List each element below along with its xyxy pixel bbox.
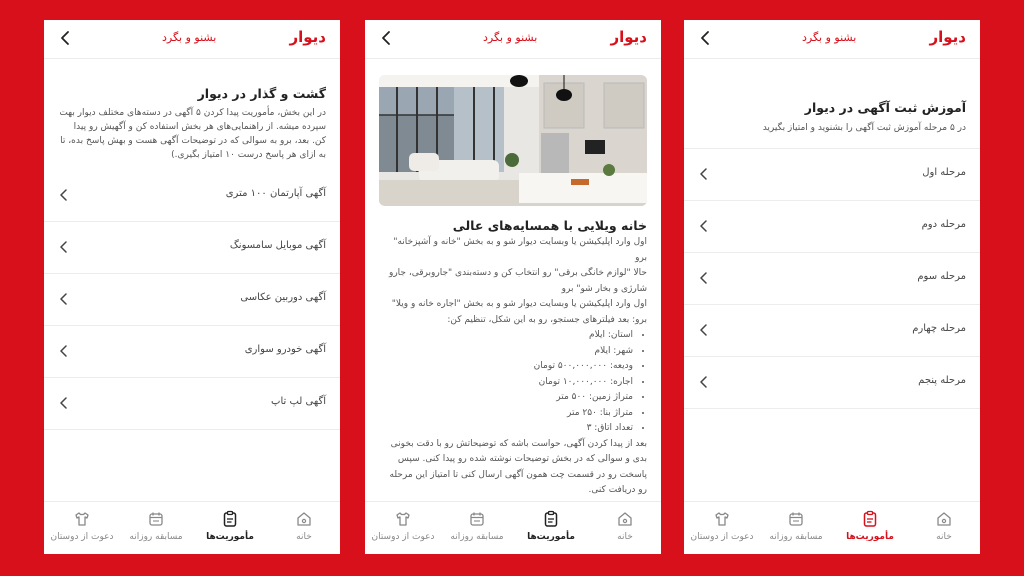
tab-daily-contest[interactable] [120, 510, 192, 542]
back-arrow-icon[interactable] [379, 30, 395, 46]
list-item[interactable] [684, 305, 980, 357]
filter-item: • ودیعه: ۵۰۰,۰۰۰,۰۰۰ تومان [379, 359, 633, 375]
tab-label: دعوت از دوستان [50, 532, 114, 542]
list-item-label: آگهی آپارتمان ۱۰۰ متری [225, 188, 326, 199]
list-item[interactable] [684, 357, 980, 409]
tab-label: مأموریت‌ها [206, 532, 254, 542]
chevron-left-icon [698, 376, 710, 388]
tab-daily-contest[interactable] [441, 510, 513, 542]
tab-label: مسابقه روزانه [450, 532, 504, 542]
header-tagline: بشنو و بگرد [483, 31, 538, 44]
calendar-icon [787, 510, 805, 528]
chevron-left-icon [58, 241, 70, 253]
tab-invite-friends[interactable] [46, 510, 118, 542]
header-tagline: بشنو و بگرد [162, 31, 217, 44]
tab-missions[interactable] [515, 510, 587, 542]
chevron-left-icon [58, 293, 70, 305]
filter-item: • متراژ زمین: ۵۰۰ متر [379, 390, 633, 406]
chevron-left-icon [698, 220, 710, 232]
list-item[interactable] [44, 274, 340, 326]
filter-item: • متراژ بنا: ۲۵۰ متر [379, 406, 633, 422]
calendar-icon [147, 510, 165, 528]
tab-invite-friends[interactable] [367, 510, 439, 542]
chevron-left-icon [698, 324, 710, 336]
instruction-paragraph: اول وارد اپلیکیشن یا وبسایت دیوار شو و به بخش "خانه و آشپزخانه" برو [393, 237, 647, 263]
page-title: گشت و گذار در دیوار [197, 86, 326, 101]
divar-logo: دیوار [929, 28, 966, 46]
step-list [684, 148, 980, 409]
divar-logo: دیوار [610, 28, 647, 46]
screen-villa-mission [365, 20, 661, 554]
shirt-icon [713, 510, 731, 528]
list-item[interactable] [44, 326, 340, 378]
page-description: در این بخش، مأموریت پیدا کردن ۵ آگهی در دسته‌های مختلف دیوار بهت سپرده میشه. از راهنمایی‌های هر بخش استفاده کن و آگهیش رو پیدا کن. بعد، برو به سوالی که در توضیحات آگهی هست و بهش پاسخ بده، تا به ازای هر پاسخ درست ۱۰ امتیاز بگیری.) [59, 108, 326, 160]
chevron-left-icon [58, 345, 70, 357]
app-header [365, 20, 661, 59]
mission-list [44, 170, 340, 430]
clipboard-icon [861, 510, 879, 528]
tab-label: خانه [936, 532, 952, 542]
home-icon [935, 510, 953, 528]
back-arrow-icon[interactable] [58, 30, 74, 46]
list-item-label: مرحله دوم [921, 219, 966, 230]
instruction-paragraph: حالا "لوازم خانگی برقی" رو انتخاب کن و دسته‌بندی "جاروبرقی، جارو شارژی و بخار شو" برو [388, 268, 647, 294]
list-item-label: مرحله سوم [917, 271, 966, 282]
tab-home[interactable] [908, 510, 980, 542]
header-tagline: بشنو و بگرد [802, 31, 857, 44]
filter-item: • استان: ایلام [379, 328, 633, 344]
page-title: خانه ویلایی با همسایه‌های عالی [452, 218, 647, 233]
mission-instructions [379, 235, 647, 499]
instruction-paragraph: اول وارد اپلیکیشن یا وبسایت دیوار شو و به بخش "اجاره خانه و ویلا" برو: بعد فیلترهای جستجو، رو به این شکل، تنظیم کن: [391, 299, 647, 325]
list-item-label: آگهی خودرو سواری [244, 344, 326, 355]
page-description: در ۵ مرحله آموزش ثبت آگهی را بشنوید و امتیاز بگیرید [762, 123, 966, 133]
filter-item: • تعداد اتاق: ۳ [379, 421, 633, 437]
list-item-label: آگهی موبایل سامسونگ [229, 240, 326, 251]
list-item-label: مرحله اول [922, 167, 966, 178]
tab-invite-friends[interactable] [686, 510, 758, 542]
tab-missions[interactable] [194, 510, 266, 542]
list-item[interactable] [44, 378, 340, 430]
chevron-left-icon [58, 189, 70, 201]
chevron-left-icon [698, 168, 710, 180]
divar-logo: دیوار [289, 28, 326, 46]
tab-missions[interactable] [834, 510, 906, 542]
clipboard-icon [221, 510, 239, 528]
list-item[interactable] [684, 201, 980, 253]
chevron-left-icon [698, 272, 710, 284]
list-item[interactable] [44, 170, 340, 222]
filter-item: • شهر: ایلام [379, 344, 633, 360]
app-header [684, 20, 980, 59]
list-item-label: مرحله پنجم [918, 375, 966, 386]
filter-list [379, 328, 647, 437]
screen-ad-tutorial [684, 20, 980, 554]
tab-label: دعوت از دوستان [371, 532, 435, 542]
filter-item: • اجاره: ۱۰,۰۰۰,۰۰۰ تومان [379, 375, 633, 391]
calendar-icon [468, 510, 486, 528]
home-icon [616, 510, 634, 528]
app-header [44, 20, 340, 59]
tab-label: مأموریت‌ها [527, 532, 575, 542]
page-title: آموزش ثبت آگهی در دیوار [804, 100, 966, 115]
back-arrow-icon[interactable] [698, 30, 714, 46]
kitchen-photo [379, 75, 647, 206]
tab-label: دعوت از دوستان [690, 532, 754, 542]
list-item[interactable] [44, 222, 340, 274]
instruction-paragraph: بعد از پیدا کردن آگهی، حواست باشه که توضیحاتش رو با دقت بخونی بدی و سوالی که در بخش توضیحات نوشته شده رو پیدا کنی. سپس پاسخت رو در قسمت چت همون آگهی ارسال کنی تا امتیاز این مرحله رو دریافت کنی. [389, 438, 647, 495]
clipboard-icon [542, 510, 560, 528]
tab-home[interactable] [589, 510, 661, 542]
shirt-icon [394, 510, 412, 528]
tab-label: خانه [296, 532, 312, 542]
list-item[interactable] [684, 149, 980, 201]
bottom-tab-bar [684, 501, 980, 554]
list-item-label: آگهی دوربین عکاسی [240, 292, 326, 303]
list-item-label: آگهی لپ تاپ [271, 396, 326, 407]
chevron-left-icon [58, 397, 70, 409]
tab-label: مسابقه روزانه [129, 532, 183, 542]
shirt-icon [73, 510, 91, 528]
kitchen-image [379, 75, 647, 206]
bottom-tab-bar [365, 501, 661, 554]
tab-home[interactable] [268, 510, 340, 542]
tab-daily-contest[interactable] [760, 510, 832, 542]
screen-tour [44, 20, 340, 554]
home-icon [295, 510, 313, 528]
tab-label: مسابقه روزانه [769, 532, 823, 542]
bottom-tab-bar [44, 501, 340, 554]
tab-label: خانه [617, 532, 633, 542]
list-item[interactable] [684, 253, 980, 305]
list-item-label: مرحله چهارم [912, 323, 966, 334]
tab-label: مأموریت‌ها [846, 532, 894, 542]
